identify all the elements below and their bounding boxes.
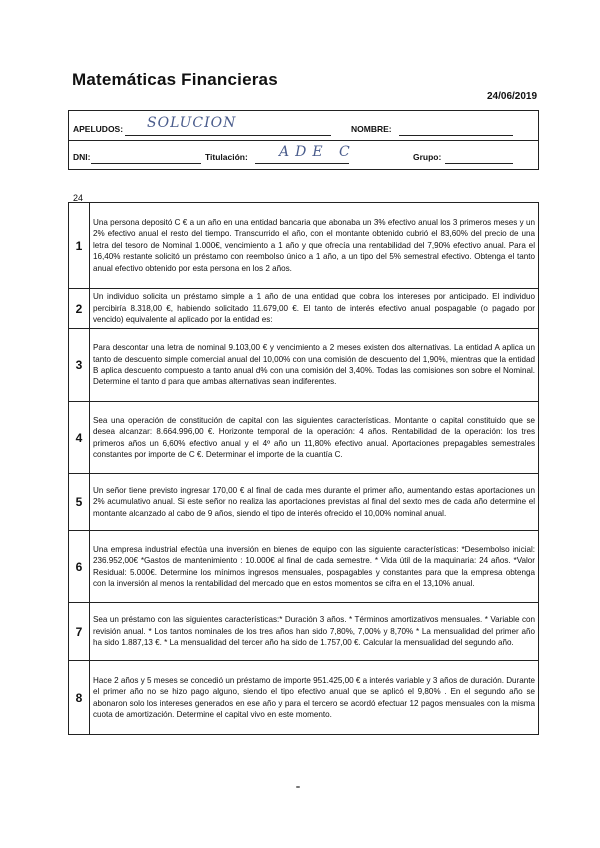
titulacion-handwritten-value: ADE C — [279, 144, 356, 160]
header-divider — [69, 140, 538, 141]
exam-date: 24/06/2019 — [487, 91, 538, 102]
apellidos-field[interactable] — [125, 135, 331, 136]
question-number: 7 — [69, 603, 90, 661]
question-row — [69, 531, 539, 603]
questions-table — [68, 202, 539, 735]
question-row — [69, 289, 539, 329]
question-row — [69, 329, 539, 402]
grupo-field[interactable] — [445, 163, 513, 164]
question-number: 6 — [69, 531, 90, 603]
dni-field[interactable] — [91, 163, 201, 164]
apellidos-label: APELUDOS: — [73, 124, 124, 134]
question-text: Una persona depositó C € a un año en una entidad bancaria que abonaba un 3% efectivo anual los 3 primeros meses y un 2% efectivo anual el resto del tiempo. Transcurrido el año, con el montante obtenido cubrió el 83,60% del precio de una letra del tesoro de Nominal 1.000€, vencimiento a 1 año y que ofrecía una rentabilidad del 7,90% efectivo anual. Para el 16,40% restante solicitó un préstamo con reembolso único a 1 año, a un tipo del 5% semestral efectivo. Obtenga el tanto anual efectivo obtenido por esta persona en los 2 años. — [90, 203, 539, 289]
apellidos-handwritten-value: SOLUCION — [147, 115, 237, 131]
titulacion-field[interactable] — [255, 163, 349, 164]
question-number: 4 — [69, 402, 90, 474]
question-text: Sea una operación de constitución de capital con las siguientes características. Montante o capital constituido que se desea alcanzar: 8.664.996,00 €. Horizonte temporal de la operación: 4 años. Rentabilidad de la operación: los tres primeros años un 6,60% efectivo anual y el 4º año un 11,80% efectivo anual. Aportaciones prepagables semestrales constantes por importe de C €. Determinar el importe de la cuantía C. — [90, 402, 539, 474]
titulacion-label: Titulación: — [205, 152, 248, 162]
question-text: Hace 2 años y 5 meses se concedió un préstamo de importe 951.425,00 € a interés variable y 3 años de duración. Durante el primer año no se hizo pago alguno, siendo el tipo efectivo anual que se aplicó el 9,80% . En el segundo año se abonaron solo los intereses generados en ese año y para el tercero se acordó efectuar 12 pagos mensuales con la misma cuota de amortización. Determine el capital vivo en este momento. — [90, 661, 539, 735]
question-text: Un señor tiene previsto ingresar 170,00 € al final de cada mes durante el primer año, aumentando estas aportaciones un 2% acumulativo anual. Si este señor no realiza las aportaciones previstas al final del sexto mes de cada año determine el montante alcanzado al cabo de 9 años, siendo el tipo de interés ofrecido el 10,00% nominal anual. — [90, 474, 539, 531]
page-title: Matemáticas Financieras — [72, 70, 278, 89]
question-text: Una empresa industrial efectúa una inversión en bienes de equipo con las siguiente características: *Desembolso inicial: 236.952,00€ *Gastos de mantenimiento : 10.000€ al final de cada semestre. * Vida útil de la maquinaria: 24 años. *Valor Residual: 5.000€. Determine los mínimos ingresos mensuales, pospagables y constantes para que la empresa obtenga con la inversión al menos la rentabilidad del mercado que en estos momentos se cifra en el 13,10% anual. — [90, 531, 539, 603]
question-number: 2 — [69, 289, 90, 329]
question-number: 8 — [69, 661, 90, 735]
question-row — [69, 203, 539, 289]
page-number: 24 — [73, 193, 84, 203]
nombre-label: NOMBRE: — [351, 124, 392, 134]
grupo-label: Grupo: — [413, 152, 442, 162]
question-text: Para descontar una letra de nominal 9.103,00 € y vencimiento a 2 meses existen dos alternativas. La entidad A aplica un tanto de descuento simple comercial anual del 10,00% con una comisión de descuento del 1,90%, mientras que la entidad B aplica descuento compuesto a tanto anual d% con una comisión del 3,40%. Todas las comisiones son sobre el Nominal. Determine el tanto d para que ambas alternativas sean indiferentes. — [90, 329, 539, 402]
question-number: 3 — [69, 329, 90, 402]
student-info-box — [68, 110, 539, 170]
question-row — [69, 474, 539, 531]
question-row — [69, 402, 539, 474]
nombre-field[interactable] — [399, 135, 513, 136]
scan-mark — [296, 786, 300, 788]
question-row — [69, 661, 539, 735]
question-number: 1 — [69, 203, 90, 289]
dni-label: DNI: — [73, 152, 91, 162]
question-row — [69, 603, 539, 661]
question-number: 5 — [69, 474, 90, 531]
question-text: Sea un préstamo con las siguientes características:* Duración 3 años. * Términos amortizativos mensuales. * Variable con revisión anual. * Los tantos nominales de los tres años han sido 7,80%, 7,00% y 8,70% * La mensualidad del primer año ha sido 1.887,13 €. * La mensualidad del tercer año ha sido de 1.757,00 €. Calcular la mensualidad del segundo año. — [90, 603, 539, 661]
question-text: Un individuo solicita un préstamo simple a 1 año de una entidad que cobra los intereses por anticipado. El individuo percibiría 8.318,00 €, habiendo solicitado 11.679,00 €. El tanto de interés efectivo anual pospagable (o pagado por vencido) equivalente al aplicado por la entidad es: — [90, 289, 539, 329]
